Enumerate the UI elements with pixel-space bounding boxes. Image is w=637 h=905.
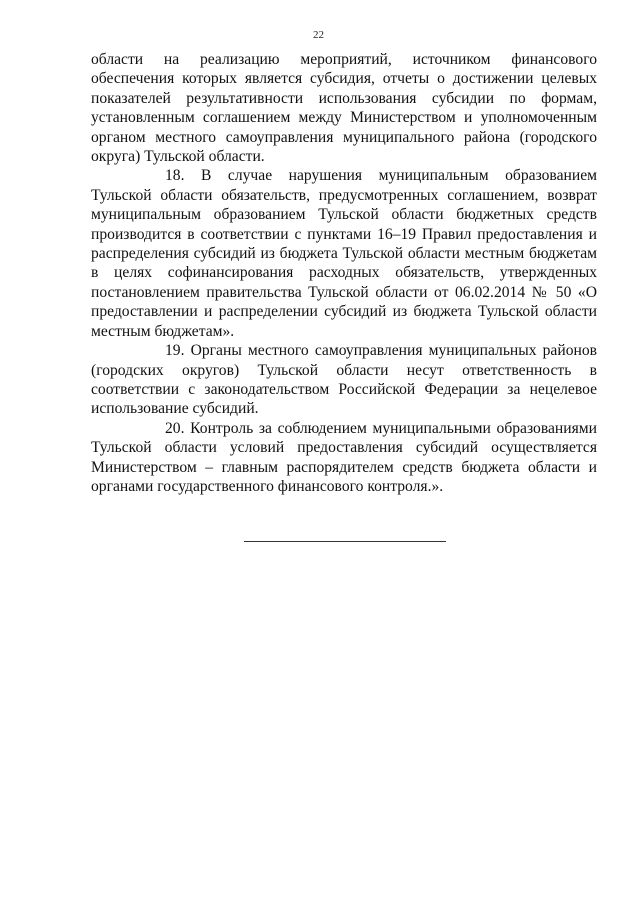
page-number: 22 xyxy=(313,29,324,41)
document-body xyxy=(91,50,597,496)
end-divider-line xyxy=(244,541,446,542)
paragraph-number: 20. xyxy=(165,419,185,437)
paragraph-number: 19. xyxy=(165,342,185,360)
paragraph-20 xyxy=(91,419,597,497)
paragraph-18 xyxy=(91,166,597,341)
paragraph-number: 18. xyxy=(165,167,185,185)
paragraph-continuation xyxy=(91,50,597,166)
paragraph-text: области на реализацию мероприятий, источником финансового обеспечения которых является субсидия, отчеты о достижении целевых показателей результативности использования субсидии по формам, установленным соглашением между Министерством и уполномоченным органом местного самоуправления муниципального района (городского округа) Тульской области. xyxy=(91,51,597,166)
paragraph-19 xyxy=(91,341,597,419)
paragraph-text: Контроль за соблюдением муниципальными образованиями Тульской области условий предоставления субсидий осуществляется Министерством – главным распорядителем средств бюджета области и органами государственного финансового контроля.». xyxy=(91,419,597,495)
paragraph-text: В случае нарушения муниципальным образованием Тульской области обязательств, предусмотренных соглашением, возврат муниципальным образованием Тульской области бюджетных средств производится в соответствии с пунктами 16–19 Правил предоставления и распределения субсидий из бюджета Тульской области местным бюджетам в целях софинансирования расходных обязательств, утвержденных постановлением правительства Тульской области от 06.02.2014 № 50 «О предоставлении и распределении субсидий из бюджета Тульской области местным бюджетам». xyxy=(91,167,597,340)
paragraph-text: Органы местного самоуправления муниципальных районов (городских округов) Тульской области несут ответственность в соответствии с законодательством Российской Федерации за нецелевое использование субсидий. xyxy=(91,342,597,418)
